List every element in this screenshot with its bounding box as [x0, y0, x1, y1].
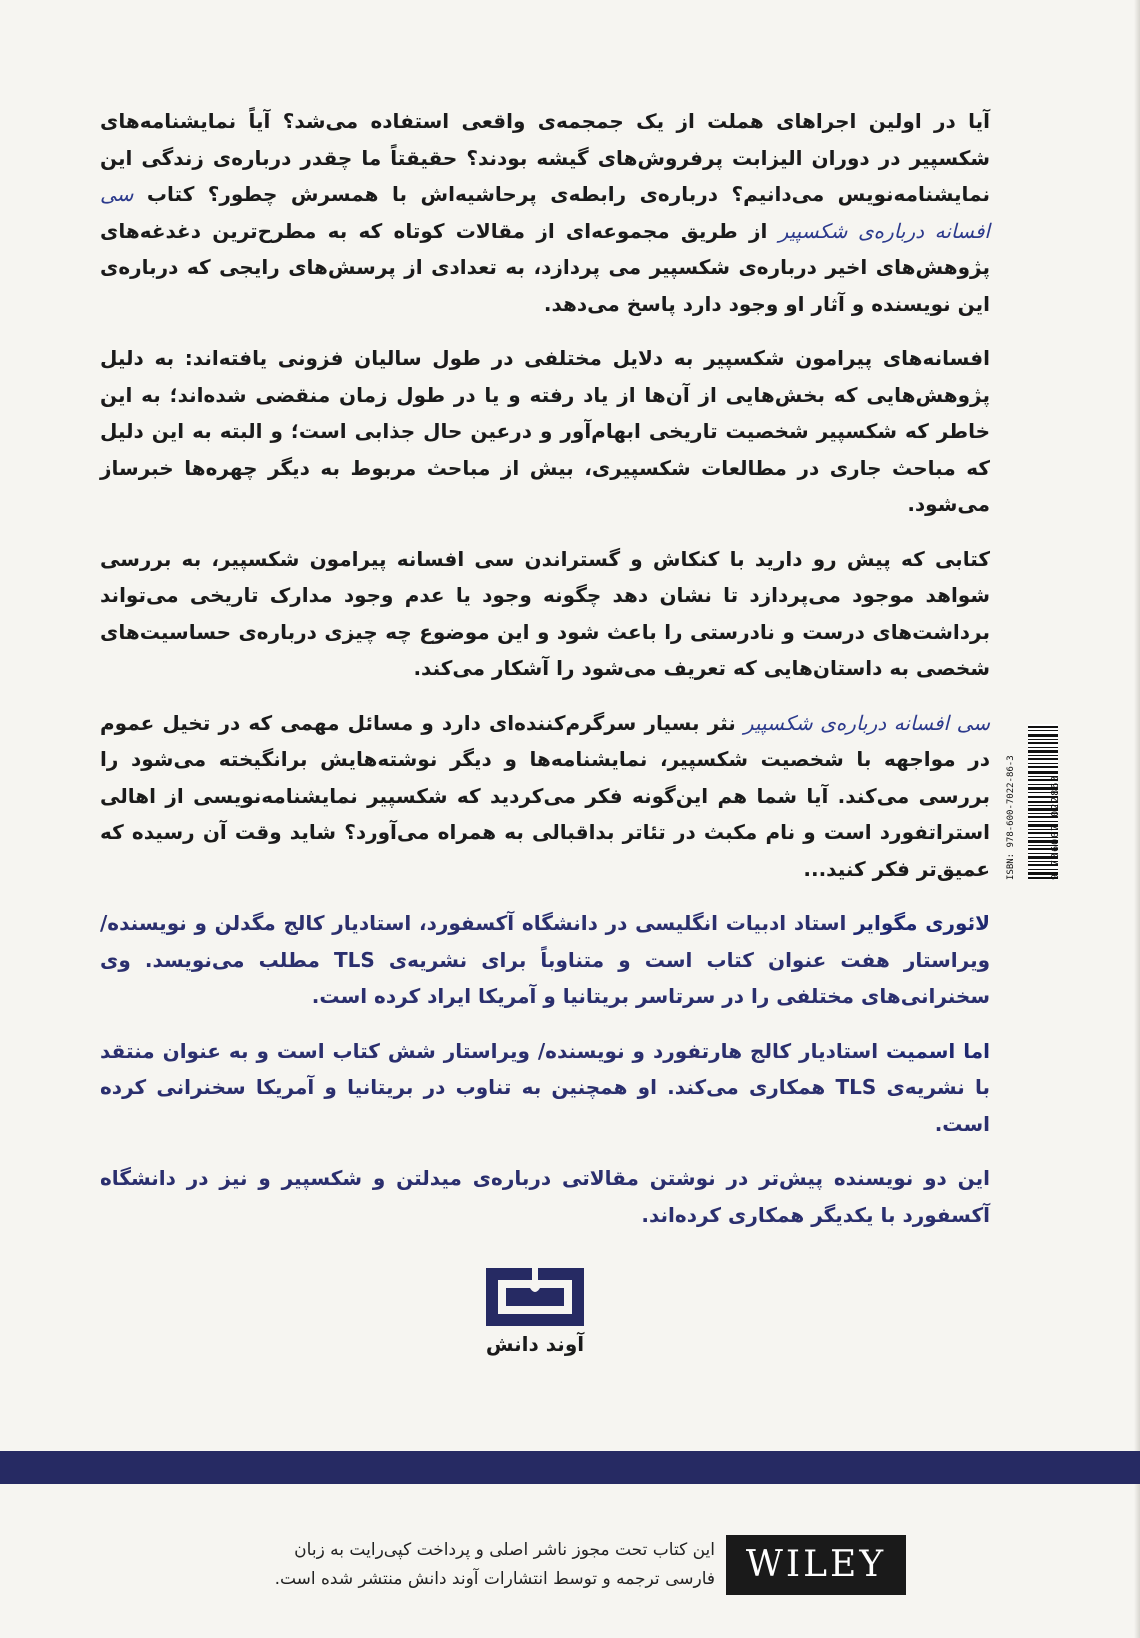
blue-band	[0, 1451, 1140, 1484]
isbn-label: ISBN: 978-600-7022-86-3	[1006, 755, 1016, 880]
license-line-1: این کتاب تحت مجوز ناشر اصلی و پرداخت کپی‌رایت به زبان	[294, 1540, 715, 1560]
paragraph-prose	[100, 705, 990, 888]
author-bio-maguire: استاد ادبیات انگلیسی در دانشگاه آکسفورد، استادیار کالج مگدلن و نویسنده/ ویراستار هفت عنوان کتاب است و متناوباً برای نشریه‌ی TLS مطلب می‌نویسد. وی سخنرانی‌های مختلفی را در سرتاسر بریتانیا و آمریکا ایراد کرده است.	[100, 911, 991, 1008]
paragraph-author-smith	[100, 1033, 990, 1143]
intro-text-start: آیا در اولین اجراهای هملت از یک جمجمه‌ی واقعی استفاده می‌شد؟ آیاً نمایشنامه‌های شکسپیر در دوران الیزابت پرفروش‌های گیشه بودند؟ حقیقتاً ما چقدر درباره‌ی زندگی این نمایشنامه‌نویس می‌دانیم؟ درباره‌ی رابطه‌ی پرحاشیه‌اش با همسرش چطور؟ کتاب	[100, 109, 990, 206]
book-title-inline-2: سی افسانه درباره‌ی شکسپیر	[743, 710, 991, 735]
author-name-maguire: لائوری مگوایر	[854, 911, 990, 935]
license-line-2: فارسی ترجمه و توسط انتشارات آوند دانش منتشر شده است.	[274, 1569, 715, 1589]
open-book-icon	[480, 1262, 590, 1328]
paragraph-myths: افسانه‌های پیرامون شکسپیر به دلایل مختلفی در طول سالیان فزونی یافته‌اند: به دلیل پژوهش‌هایی که بخش‌هایی از آن‌ها از یاد رفته و یا در طول زمان منقضی شده‌اند؛ به این خاطر که شکسپیر شخصیت تاریخی ابهام‌آور و درعین حال جذابی است؛ و البته به این دلیل که مباحث جاری در مطالعات شکسپیری، بیش از مباحث مربوط به دیگر چهره‌ها خبرساز می‌شود.	[100, 346, 990, 516]
publisher-name: آوند دانش	[485, 1332, 585, 1356]
page-edge	[1134, 0, 1140, 1638]
author-bio-smith: استادیار کالج هارتفورد و نویسنده/ ویراستار شش کتاب است و به عنوان منتقد با نشریه‌ی TLS همکاری می‌کند. او همچنین به تناوب در بریتانیا و آمریکا سخنرانی کرده است.	[100, 1038, 990, 1136]
author-name-smith: اما اسمیت	[886, 1038, 990, 1063]
wiley-logo: WILEY	[726, 1535, 906, 1595]
back-cover-text	[100, 103, 990, 1251]
prose-text: نثر بسیار سرگرم‌کننده‌ای دارد و مسائل مهمی که در تخیل عموم در مواجهه با شخصیت شکسپیر، نمایشنامه‌ها و دیگر نوشته‌هایش برانگیخته می‌شود را بررسی می‌کند. آیا شما هم این‌گونه فکر می‌کردید که شکسپیر نمایشنامه‌نویسی از اهالی استراتفورد است و نام مکبث در تئاتر بداقبالی به همراه می‌آورد؟ شاید وقت آن رسیده که عمیق‌تر فکر کنید...	[100, 710, 990, 881]
paragraph-author-maguire	[100, 905, 990, 1015]
paragraph-collaboration: این دو نویسنده پیش‌تر در نوشتن مقالاتی درباره‌ی میدلتن و شکسپیر و نیز در دانشگاه آکسفورد با یکدیگر همکاری کرده‌اند.	[100, 1166, 990, 1227]
book-title-inline: سی افسانه درباره‌ی شکسپیر	[100, 182, 990, 243]
paragraph-intro	[100, 103, 990, 322]
barcode-digits: 9 786007 022863	[1050, 774, 1061, 880]
license-notice	[195, 1536, 715, 1594]
paragraph-book-approach: کتابی که پیش رو دارید با کنکاش و گستراندن سی افسانه پیرامون شکسپیر، به بررسی شواهد موجود می‌پردازد تا نشان دهد چگونه وجود یا عدم وجود مدارک تاریخی می‌تواند برداشت‌های درست و نادرستی را باعث شود و این موضوع چه چیزی درباره‌ی حساسیت‌های شخصی به داستان‌هایی که تعریف می‌شود را آشکار می‌کند.	[100, 546, 990, 680]
intro-text-end: از طریق مجموعه‌ای از مقالات کوتاه که به مطرح‌ترین دغدغه‌های پژوهش‌های اخیر درباره‌ی شکسپیر می پردازد، به تعدادی از پرسش‌های رایجی که درباره‌ی این نویسنده و آثار او وجود دارد پاسخ می‌دهد.	[100, 218, 990, 316]
publisher-logo	[480, 1262, 590, 1356]
